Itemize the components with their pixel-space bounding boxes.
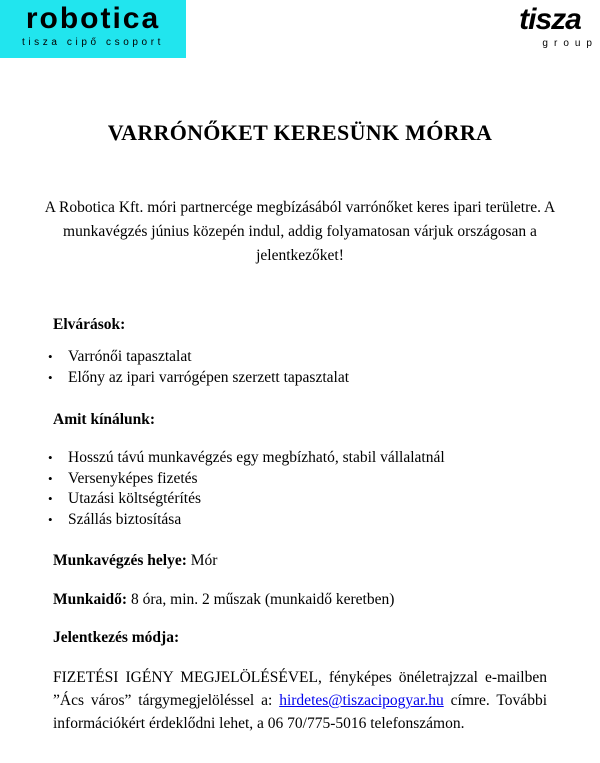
work-location-label: Munkavégzés helye: xyxy=(53,552,187,569)
list-item: • Előny az ipari varrógépen szerzett tapasztalat xyxy=(38,368,349,389)
requirements-list xyxy=(38,347,349,388)
tisza-logo-subtitle: group xyxy=(542,38,598,49)
apply-text-before: FIZETÉSI IGÉNY MEGJELÖLÉSÉVEL, fényképes önéletrajzzal e-mailben ”Ács város” tárgymegjelöléssel a: xyxy=(53,669,547,709)
tisza-logo-word: tisza xyxy=(519,3,581,36)
list-item: • Szállás biztosítása xyxy=(38,510,445,531)
email-link[interactable]: hirdetes@tiszacipogyar.hu xyxy=(279,692,444,709)
robotica-logo xyxy=(0,0,186,58)
work-location-value: Mór xyxy=(190,552,218,569)
robotica-logo-word: robotica xyxy=(25,2,161,35)
tisza-group-logo xyxy=(502,4,598,58)
intro-paragraph: A Robotica Kft. móri partnercége megbízásából varrónőket keres ipari területre. A munkavégzés június közepén indul, addig folyamatosan várjuk országosan a jelentkezőket! xyxy=(44,199,556,264)
apply-text-after: címre. További információkért érdeklődni lehet, a 06 70/775-5016 telefonszámon. xyxy=(53,692,547,732)
list-item: • Hosszú távú munkavégzés egy megbízható, stabil vállalatnál xyxy=(38,448,445,469)
offers-list xyxy=(38,448,445,530)
offers-heading: Amit kínálunk: xyxy=(53,411,156,428)
work-location xyxy=(53,552,217,570)
working-hours-label: Munkaidő: xyxy=(53,591,128,608)
page-title: VARRÓNŐKET KERESÜNK MÓRRA xyxy=(107,120,493,145)
list-item: • Utazási költségtérítés xyxy=(38,489,445,510)
working-hours-value: 8 óra, min. 2 műszak (munkaidő keretben) xyxy=(130,591,395,608)
robotica-logo-subtitle: tisza cipő csoport xyxy=(21,37,165,48)
list-item: • Varrónői tapasztalat xyxy=(38,347,349,368)
requirements-heading: Elvárások: xyxy=(53,316,126,333)
apply-heading: Jelentkezés módja: xyxy=(53,629,180,646)
apply-paragraph xyxy=(53,666,547,735)
list-item: • Versenyképes fizetés xyxy=(38,469,445,490)
working-hours xyxy=(53,591,394,609)
